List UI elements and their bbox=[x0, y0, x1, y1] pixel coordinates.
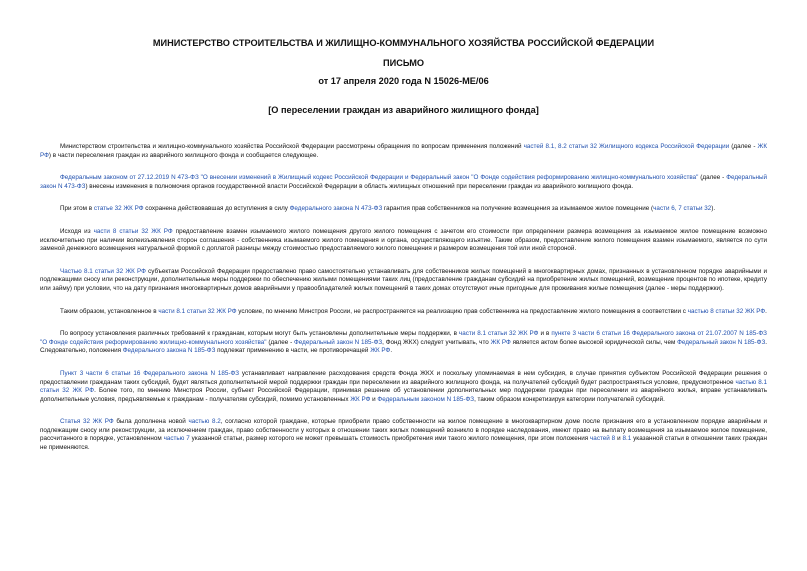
paragraph bbox=[40, 143, 767, 160]
law-reference-link[interactable]: Федеральным законом от 27.12.2019 N 473-ФЗ "О внесении изменений в Жилищный кодекс Российской Федерации и Федеральный закон "О Фонде содействия реформированию жилищно-коммунального хозяйства" bbox=[60, 174, 699, 182]
document-type: ПИСЬМО bbox=[382, 58, 425, 68]
paragraph-text: предоставление взамен изымаемого жилого помещения другого жилого помещения с зачетом его стоимости при определении размера возмещения за изымаемое жилое помещение возможно исключительно при наличии волеизъявления сторон соглашения - собственника изымаемого жилого помещения и органа, осуществляющего изъятие. Таким образом, предоставление жилого помещения взамен изымаемого, является по сути заменой денежного возмещения натуральной формой с доплатой разницы между стоимостью предоставляемого жилого помещения и размером возмещения той или иной стороной. bbox=[40, 227, 769, 253]
law-reference-link[interactable]: части 6, 7 статьи 32 bbox=[653, 205, 712, 213]
law-reference-link[interactable]: Статья 32 ЖК РФ bbox=[60, 418, 114, 426]
law-reference-link[interactable]: частью 8.1 статьи 32 ЖК РФ bbox=[40, 378, 769, 395]
law-reference-link[interactable]: статье 32 ЖК РФ bbox=[93, 205, 144, 213]
paragraph-text: гарантия прав собственников на получение возмещения за изымаемое жилое помещение ( bbox=[382, 205, 654, 213]
paragraph bbox=[40, 228, 767, 254]
paragraph bbox=[40, 268, 767, 294]
paragraph-text: , таким образом конкретизируя категории получателей субсидий. bbox=[474, 395, 665, 403]
document-date-number: от 17 апреля 2020 года N 15026-МЕ/06 bbox=[318, 76, 489, 86]
paragraph-text: По вопросу установления различных требований к гражданам, которым могут быть установлены дополнительные меры поддержки, в bbox=[60, 330, 459, 338]
paragraph-text: . bbox=[390, 347, 393, 355]
paragraph-text: и в bbox=[538, 330, 552, 338]
paragraph-text: ) внесены изменения в полномочия органов государственной власти Российской Федерации в область жилищных отношений при переселении граждан из аварийного жилищного фонда. bbox=[85, 182, 634, 190]
paragraph bbox=[40, 370, 767, 404]
paragraph-text: и bbox=[615, 435, 623, 443]
law-reference-link[interactable]: Пункт 3 части 6 статьи 16 Федерального закона N 185-ФЗ bbox=[60, 369, 240, 377]
paragraph-text: Министерством строительства и жилищно-коммунального хозяйства Российской Федерации рассмотрены обращения по вопросам применения положений bbox=[60, 143, 524, 150]
ministry-title: МИНИСТЕРСТВО СТРОИТЕЛЬСТВА И ЖИЛИЩНО-КОММУНАЛЬНОГО ХОЗЯЙСТВА РОССИЙСКОЙ ФЕДЕРАЦИИ bbox=[152, 38, 655, 48]
paragraph bbox=[40, 330, 767, 356]
law-reference-link[interactable]: части 8.1 статьи 32 ЖК РФ bbox=[458, 330, 539, 338]
law-reference-link[interactable]: части 8.1 статьи 32 ЖК РФ bbox=[158, 307, 237, 315]
paragraph-text: При этом в bbox=[60, 205, 94, 213]
law-reference-link[interactable]: частью 8.2 bbox=[188, 418, 221, 426]
paragraph-text: устанавливает направление расходования средств Фонда ЖКХ и поскольку упоминаемая в нем субсидия, в случае принятия субъектом Российской Федерации решения о предоставлении гражданам таких субсидий, будет являться дополнительной мерой поддержки граждан при переселении из аварийного жилищного фонда, на получателей субсидий будет распространяться условие, предусмотренное bbox=[40, 369, 769, 386]
law-reference-link[interactable]: Федерального закона N 473-ФЗ bbox=[289, 205, 383, 213]
paragraph bbox=[40, 174, 767, 191]
law-reference-link[interactable]: ЖК РФ bbox=[350, 395, 371, 403]
law-reference-link[interactable]: Федеральный закон N 473-ФЗ bbox=[40, 174, 769, 190]
paragraph-text: подлежат применению в части, не противоречащей bbox=[215, 347, 371, 355]
document-subject: [О переселении граждан из аварийного жилищного фонда] bbox=[268, 105, 539, 115]
law-reference-link[interactable]: ЖК РФ bbox=[370, 347, 391, 355]
paragraph-text: , Фонд ЖКХ) следует учитывать, что bbox=[382, 338, 491, 346]
paragraph-text: сохранена действовавшая до вступления в силу bbox=[143, 205, 290, 213]
paragraph-text: Таким образом, установленное в bbox=[60, 307, 159, 315]
law-reference-link[interactable]: ЖК РФ bbox=[490, 338, 511, 346]
paragraph-text: и bbox=[370, 395, 378, 403]
paragraph bbox=[40, 205, 767, 214]
paragraph-text: условие, по мнению Минстроя России, не распространяется на реализацию прав собственника на предоставление жилого помещения в соответствии с bbox=[236, 307, 688, 315]
paragraph-text: является актом более высокой юридической силы, чем bbox=[510, 338, 678, 346]
law-reference-link[interactable]: пункте 3 части 6 статьи 16 Федерального закона от 21.07.2007 N 185-ФЗ "О Фонде содействия реформированию жилищно-коммунального хозяйства" bbox=[40, 330, 769, 346]
law-reference-link[interactable]: Федеральный закон N 185-ФЗ bbox=[677, 338, 766, 346]
law-reference-link[interactable]: Частью 8.1 статьи 32 ЖК РФ bbox=[60, 267, 146, 275]
paragraph bbox=[40, 418, 767, 452]
law-reference-link[interactable]: части 8 статьи 32 ЖК РФ bbox=[93, 227, 173, 235]
law-reference-link[interactable]: частью 8 статьи 32 ЖК РФ bbox=[687, 307, 766, 315]
paragraph-text: ) в части переселения граждан из аварийного жилищного фонда и сообщается следующее. bbox=[48, 151, 319, 159]
law-reference-link[interactable]: Федеральным законом N 185-ФЗ bbox=[377, 395, 475, 403]
paragraph-text: . Следовательно, положения bbox=[40, 338, 769, 355]
paragraph-text: субъектам Российской Федерации предоставлено право самостоятельно устанавливать для собственников жилых помещений в многоквартирных домах, признанных в установленном порядке аварийными и подлежащими сносу или реконструкции, дополнительные меры поддержки по обеспечению жилыми помещениями таких лиц (предоставление гражданам субсидий на приобретение жилых помещений, возмещение процентов по ипотеке, кредиту или займу) при условии, что на дату признания многоквартирных домов аварийными у правообладателей жилых помещений в таких домах отсутствуют иные пригодные для проживания жилые помещения (далее - меры поддержки). bbox=[40, 267, 769, 292]
paragraph bbox=[40, 308, 767, 317]
paragraph-text: , согласно которой граждане, которые приобрели право собственности на жилое помещение в многоквартирном доме после признания его в установленном порядке аварийным и подлежащим сносу или реконструкции, за исключением граждан, право собственности у которых в отношении таких жилых помещений возникло в порядке наследования, имеют право на выплату возмещения за изымаемое жилое помещение, рассчитанного в порядке, установленном bbox=[40, 418, 769, 443]
paragraph-text: (далее - bbox=[698, 174, 727, 182]
paragraph-text: Исходя из bbox=[60, 227, 94, 235]
law-reference-link[interactable]: Федерального закона N 185-ФЗ bbox=[122, 347, 216, 355]
paragraph-text: . Более того, по мнению Минстроя России, субъект Российской Федерации, принимая решение об установлении дополнительных мер поддержки граждан при переселении из аварийного жилья, вправе устанавливать дополнительные условия, предъявляемые к гражданам - получателям субсидий, помимо установленных bbox=[40, 387, 769, 403]
law-reference-link[interactable]: частей 8.1, 8.2 статьи 32 Жилищного кодекса Российской Федерации bbox=[523, 143, 730, 150]
paragraph-text: ). bbox=[711, 205, 716, 213]
paragraph-text: указанной статьи в отношении таких граждан не применяются. bbox=[40, 435, 769, 452]
law-reference-link[interactable]: ЖК РФ bbox=[40, 143, 769, 159]
paragraph-text: . bbox=[765, 307, 767, 315]
law-reference-link[interactable]: 8.1 bbox=[622, 435, 632, 443]
paragraph-text: (далее - bbox=[729, 143, 758, 150]
document-body bbox=[40, 143, 767, 467]
law-reference-link[interactable]: Федеральный закон N 185-ФЗ bbox=[294, 338, 383, 346]
law-reference-link[interactable]: частей 8 bbox=[590, 435, 616, 443]
paragraph-text: указанной статьи, размер которого не может превышать стоимость приобретения ими такого жилого помещения, при этом положения bbox=[189, 435, 591, 443]
paragraph-text: была дополнена новой bbox=[113, 418, 189, 426]
law-reference-link[interactable]: частью 7 bbox=[163, 435, 190, 443]
paragraph-text: (далее - bbox=[266, 338, 295, 346]
